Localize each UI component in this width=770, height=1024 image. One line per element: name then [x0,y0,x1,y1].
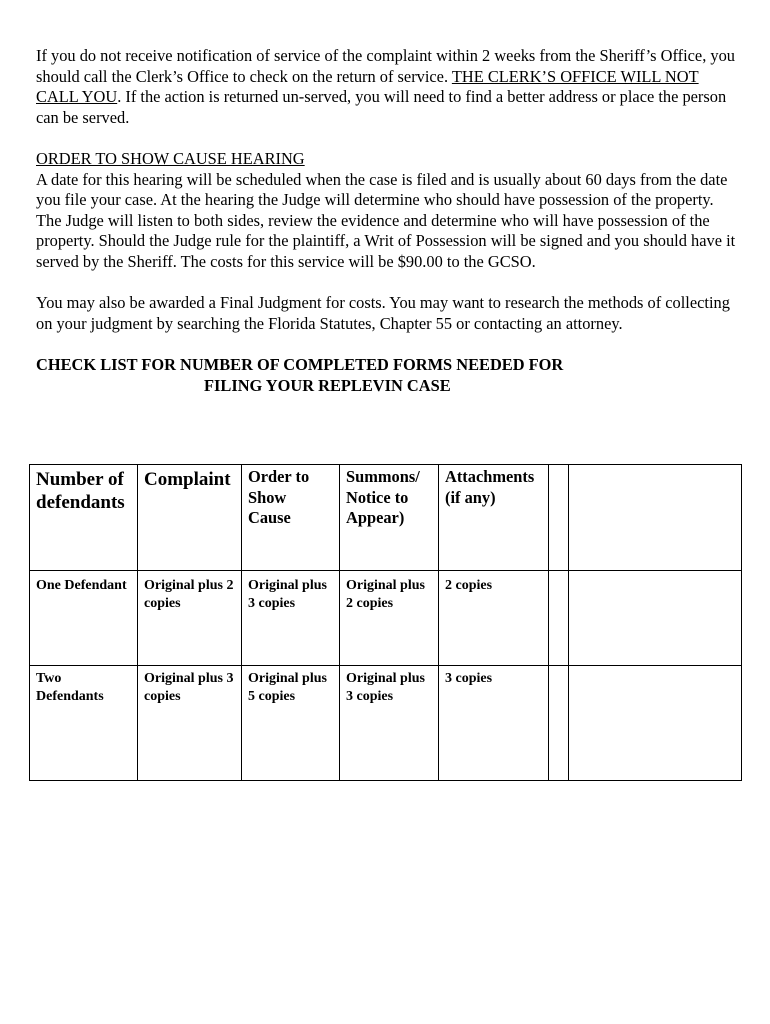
header-summons: Summons/ Notice to Appear) [340,465,439,571]
document-page [36,46,736,396]
service-notification-paragraph [36,46,736,128]
header-blank-wide [569,465,742,571]
checklist-title-line2: FILING YOUR REPLEVIN CASE [204,375,451,395]
final-judgment-paragraph: You may also be awarded a Final Judgment for costs. You may want to research the methods of collecting on your judgment by searching the Florida Statutes, Chapter 55 or contacting an attorney. [36,293,730,333]
forms-checklist-table [29,464,742,781]
clerk-warning-text: THE CLERK’S OFFICE WILL NOT CALL YOU [36,66,699,107]
cell-attachments: 3 copies [439,666,549,781]
cell-defendants: Two Defendants [30,666,138,781]
paragraph1-text-after: . If the action is returned un-served, you will need to find a better address or place the person can be served. [36,87,727,127]
header-attachments: Attachments (if any) [439,465,549,571]
checklist-title-line1: CHECK LIST FOR NUMBER OF COMPLETED FORMS NEEDED FOR [36,354,564,374]
header-complaint: Complaint [138,465,242,571]
cell-attachments: 2 copies [439,571,549,666]
cell-summons: Original plus 2 copies [340,571,439,666]
cell-blank-wide [569,666,742,781]
section-heading [36,149,736,170]
cell-blank-wide [569,571,742,666]
table-row [30,571,742,666]
order-to-show-cause-heading: ORDER TO SHOW CAUSE HEARING [36,148,305,168]
cell-order-to-show-cause: Original plus 5 copies [242,666,340,781]
header-order-to-show-cause: Order to Show Cause [242,465,340,571]
cell-summons: Original plus 3 copies [340,666,439,781]
header-number-of-defendants: Number of defendants [30,465,138,571]
cell-complaint: Original plus 3 copies [138,666,242,781]
cell-blank-narrow [549,666,569,781]
cell-complaint: Original plus 2 copies [138,571,242,666]
cell-blank-narrow [549,571,569,666]
header-blank-narrow [549,465,569,571]
table-header-row [30,465,742,571]
hearing-description-paragraph: A date for this hearing will be scheduled when the case is filed and is usually about 60 days from the date you file your case. At the hearing the Judge will determine who should have possession of the property. The Judge will listen to both sides, review the evidence and determine who will have possession of the property. Should the Judge rule for the plaintiff, a Writ of Possession will be signed and you should have it served by the Sheriff. The costs for this service will be $90.00 to the GCSO. [36,169,736,271]
table-row [30,666,742,781]
paragraph1-text-before: If you do not receive notification of service of the complaint within 2 weeks from the Sheriff’s Office, you should call the Clerk’s Office to check on the return of service. [36,46,735,86]
cell-defendants: One Defendant [30,571,138,666]
cell-order-to-show-cause: Original plus 3 copies [242,571,340,666]
